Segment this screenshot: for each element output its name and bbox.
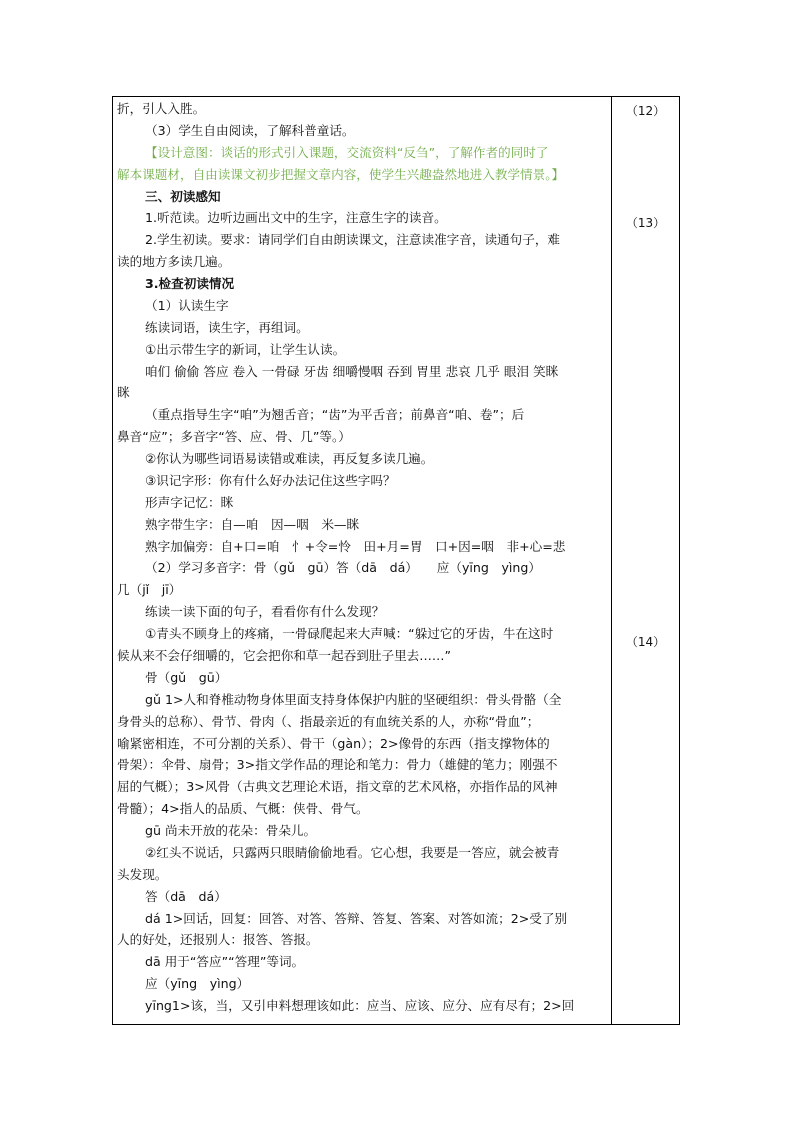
text-line: （1）认读生字: [145, 297, 229, 313]
text-line: 骨架）：伞骨、扇骨；3>指文学作品的理论和笔力：骨力（雄健的笔力；刚强不: [117, 757, 558, 773]
text-line: 身骨头的总称）、骨节、骨肉（、指最亲近的有血统关系的人，亦称“骨血”；: [117, 713, 540, 729]
design-intent-line: 解本课题材，自由读课文初步把握文章内容，使学生兴趣盎然地进入教学情景。】: [117, 166, 565, 182]
text-line: ①青头不顾身上的疼痛，一骨碌爬起来大声喊：“躲过它的牙齿，牛在这时: [145, 626, 554, 642]
text-line: 三、初读感知: [145, 188, 221, 204]
text-line: ①出示带生字的新词，让学生认读。: [145, 341, 346, 357]
text-line: 人的好处，还报别人：报答、答报。: [117, 932, 319, 948]
text-line: 形声字记忆：眯: [145, 494, 234, 510]
text-line: 3.检查初读情况: [145, 276, 235, 292]
column-divider: [611, 97, 612, 1024]
text-line: （3）学生自由阅读，了解科普童话。: [145, 122, 355, 138]
text-line: 练读词语，读生字，再组词。: [145, 319, 309, 335]
text-line: ②你认为哪些词语易读错或难读，再反复多读几遍。: [145, 451, 434, 467]
text-line: dā 用于“答应”“答理”等词。: [145, 954, 305, 970]
text-line: 2.学生初读。要求：请同学们自由朗读课文，注意读准字音，读通句子，难: [145, 232, 561, 248]
text-line: 读的地方多读几遍。: [117, 254, 231, 270]
text-line: dá 1>回话，回复：回答、对答、答辩、答复、答案、对答如流；2>受了别: [145, 910, 568, 926]
text-line: 喻紧密相连，不可分割的关系）、骨干（gàn）；2>像骨的东西（指支撑物体的: [117, 735, 550, 751]
lesson-table: [112, 96, 680, 1025]
text-line: 答（dā dá）: [145, 888, 227, 904]
text-line: （重点指导生字“咱”为翘舌音；“齿”为平舌音；前鼻音“咱、卷”；后: [145, 407, 525, 423]
text-line: ②红头不说话，只露两只眼睛偷偷地看。它心想，我要是一答应，就会被青: [145, 844, 560, 860]
text-line: gǔ 1>人和脊椎动物身体里面支持身体保护内脏的坚硬组织：骨头骨骼（全: [145, 691, 562, 707]
text-line: 咱们 偷偷 答应 卷入 一骨碌 牙齿 细嚼慢咽 吞到 胃里 悲哀 几乎 眼泪 笑眯: [145, 363, 559, 379]
text-line: 折，引人入胜。: [117, 101, 206, 116]
text-line: ③识记字形：你有什么好办法记住这些字吗？: [145, 472, 396, 488]
design-intent-line: 【设计意图：谈话的形式引入课题，交流资料“反刍”，了解作者的同时了: [145, 144, 549, 160]
text-line: 鼻音“应”；多音字“答、应、骨、几”等。）: [117, 429, 351, 445]
text-line: 眯: [117, 385, 130, 401]
text-line: 熟字带生字：自—咱 因—咽 米—眯: [145, 516, 360, 532]
text-line: 应（yīng yìng）: [145, 976, 250, 992]
text-line: 头发现。: [117, 866, 168, 882]
text-line: 屈的气概）；3>风骨（古典文艺理论术语，指文章的艺术风格，亦指作品的风神: [117, 779, 558, 795]
text-line: 1.听范读。边听边画出文中的生字，注意生字的读音。: [145, 210, 447, 226]
side-number: （14）: [625, 635, 666, 649]
text-line: yīng1>该，当，又引申料想理该如此：应当、应该、应分、应有尽有；2>回: [145, 998, 575, 1014]
text-line: 熟字加偏旁：自+口=咱 忄+令=怜 田+月=胃 口+因=咽 非+心=悲: [145, 538, 566, 554]
text-line: gū 尚未开放的花朵：骨朵儿。: [145, 823, 317, 839]
text-line: （2）学习多音字：骨（gǔ gū）答（dā dá） 应（yīng yìng）: [145, 560, 542, 576]
side-number: （12）: [625, 104, 666, 118]
text-line: 练读一读下面的句子，看看你有什么发现？: [145, 604, 385, 620]
side-number: （13）: [625, 216, 666, 230]
text-line: 候从来不会仔细嚼的，它会把你和草一起吞到肚子里去……”: [117, 648, 451, 663]
text-line: 骨（gǔ gū）: [145, 669, 228, 685]
text-line: 几（jǐ jī）: [117, 582, 182, 598]
text-line: 骨髓）；4>指人的品质、气概：侠骨、骨气。: [117, 801, 369, 817]
